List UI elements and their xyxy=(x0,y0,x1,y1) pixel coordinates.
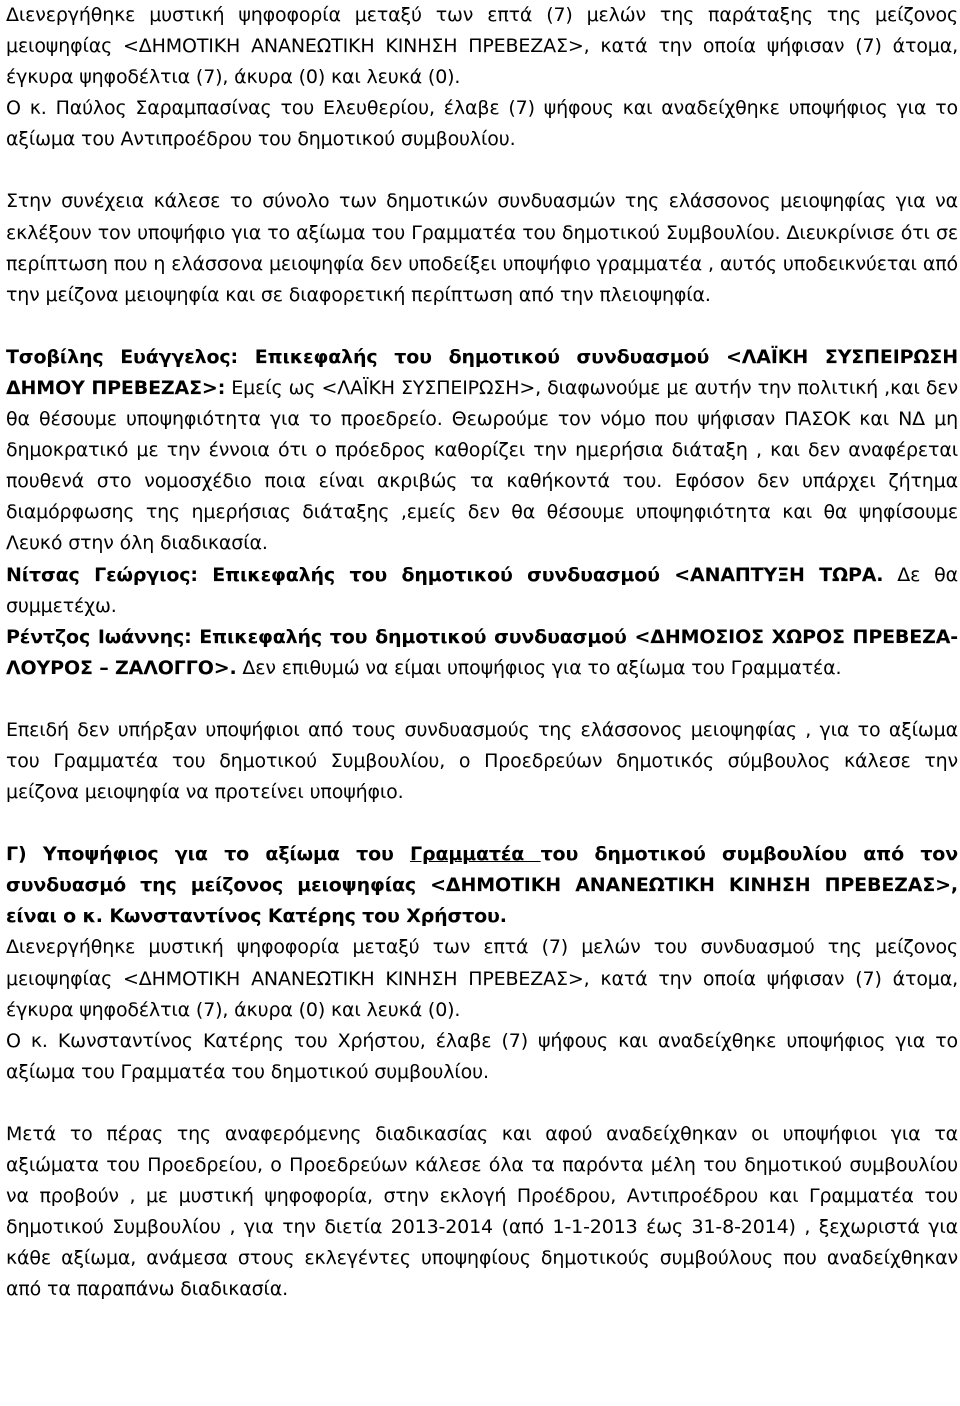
text-run: Διενεργήθηκε μυστική ψηφοφορία μεταξύ των επτά (7) μελών του συνδυασμού της μείζονος μειοψηφίας <ΔΗΜΟΤΙΚΗ ΑΝΑΝΕΩΤΙΚΗ ΚΙΝΗΣΗ ΠΡΕΒΕΖΑΣ>, κατά την οποία ψήφισαν (7) άτομα, έγκυρα ψηφοδέλτια (7), άκυρα (0) και λευκά (0). xyxy=(6,936,958,1021)
paragraph xyxy=(6,0,958,93)
text-run: Ο κ. Παύλος Σαραμπασίνας του Ελευθερίου, έλαβε (7) ψήφους και αναδείχθηκε υποψήφιος για το αξίωμα του Αντιπροέδρου του δημοτικού συμβουλίου. xyxy=(6,97,958,151)
text-run: Δεν επιθυμώ να είμαι υποψήφιος για το αξίωμα του Γραμματέα. xyxy=(236,656,842,679)
bold-text-run: του δημοτικού συμβουλίου από τον συνδυασμό της μείζονος μειοψηφίας <ΔΗΜΟΤΙΚΗ ΑΝΑΝΕΩΤΙΚΗ ΚΙΝΗΣΗ ΠΡΕΒΕΖΑΣ>, είναι ο κ. Κωνσταντίνος Κατέρης του Χρήστου. xyxy=(6,843,958,928)
paragraph xyxy=(6,715,958,808)
paragraph xyxy=(6,622,958,684)
paragraph xyxy=(6,1026,958,1088)
paragraph xyxy=(6,93,958,155)
bold-text-run: Νίτσας Γεώργιος: Επικεφαλής του δημοτικού συνδυασμού <ΑΝΑΠΤΥΞΗ ΤΩΡΑ. xyxy=(6,563,884,586)
paragraph xyxy=(6,932,958,1025)
paragraph xyxy=(6,839,958,932)
bold-text-run: Γραμματέα xyxy=(410,843,541,866)
paragraph xyxy=(6,560,958,622)
text-run: Επειδή δεν υπήρξαν υποψήφιοι από τους συνδυασμούς της ελάσσονος μειοψηφίας , για το αξίωμα του Γραμματέα του δημοτικού Συμβουλίου, ο Προεδρεύων δημοτικός σύμβουλος κάλεσε την μείζονα μειοψηφία να προτείνει υποψήφιο. xyxy=(6,718,958,804)
bold-text-run: Ρέντζος Ιωάννης: Επικεφαλής του δημοτικού συνδυασμού <ΔΗΜΟΣΙΟΣ ΧΩΡΟΣ ΠΡΕΒΕΖΑ- ΛΟΥΡΟΣ – ΖΑΛΟΓΓΟ>. xyxy=(6,625,958,679)
bold-text-run: Τσοβίλης Ευάγγελος: Επικεφαλής του δημοτικού συνδυασμού <ΛΑΪΚΗ ΣΥΣΠΕΙΡΩΣΗ ΔΗΜΟΥ ΠΡΕΒΕΖΑΣ>: xyxy=(6,345,958,399)
bold-text-run: Γ) Υποψήφιος για το αξίωμα του xyxy=(6,843,411,866)
text-run: Διενεργήθηκε μυστική ψηφοφορία μεταξύ των επτά (7) μελών της παράταξης της μείζονος μειοψηφίας <ΔΗΜΟΤΙΚΗ ΑΝΑΝΕΩΤΙΚΗ ΚΙΝΗΣΗ ΠΡΕΒΕΖΑΣ>, κατά την οποία ψήφισαν (7) άτομα, έγκυρα ψηφοδέλτια (7), άκυρα (0) και λευκά (0). xyxy=(6,4,958,89)
paragraph xyxy=(6,1119,958,1306)
text-run: Δε θα συμμετέχω. xyxy=(6,563,958,617)
paragraph xyxy=(6,342,958,560)
paragraph xyxy=(6,186,958,310)
text-run: Εμείς ως <ΛΑΪΚΗ ΣΥΣΠΕΙΡΩΣΗ>, διαφωνούμε με αυτήν την πολιτική ,και δεν θα θέσουμε υποψηφιότητα για το προεδρείο. Θεωρούμε τον νόμο που ψήφισαν ΠΑΣΟΚ και ΝΔ μη δημοκρατικό με την έννοια ότι ο πρόεδρος καθορίζει την ημερήσια διάταξη , και δεν αναφέρεται πουθενά στο νομοσχέδιο ποια είναι ακριβώς τα καθήκοντά του. Εφόσον δεν υπάρχει ζήτημα διαμόρφωσης της ημερήσιας διάταξης ,εμείς δεν θα θέσουμε υποψηφιότητα και θα ψηφίσουμε Λευκό στην όλη διαδικασία. xyxy=(6,376,958,555)
text-run: Μετά το πέρας της αναφερόμενης διαδικασίας και αφού αναδείχθηκαν οι υποψήφιοι για τα αξιώματα του Προεδρείου, ο Προεδρεύων κάλεσε όλα τα παρόντα μέλη του δημοτικού συμβουλίου να προβούν , με μυστική ψηφοφορία, στην εκλογή Προέδρου, Αντιπροέδρου και Γραμματέα του δημοτικού Συμβουλίου , για την διετία 2013-2014 (από 1-1-2013 έως 31-8-2014) , ξεχωριστά για κάθε αξίωμα, ανάμεσα στους εκλεγέντες υποψηφίους δημοτικούς συμβούλους που αναδείχθηκαν από τα παραπάνω διαδικασία. xyxy=(6,1122,958,1301)
text-run: Στην συνέχεια κάλεσε το σύνολο των δημοτικών συνδυασμών της ελάσσονος μειοψηφίας για να εκλέξουν τον υποψήφιο για το αξίωμα του Γραμματέα του δημοτικού Συμβουλίου. Διευκρίνισε ότι σε περίπτωση που η ελάσσονα μειοψηφία δεν υποδείξει υποψήφιο γραμματέα , αυτός υποδεικνύεται από την μείζονα μειοψηφία και σε διαφορετική περίπτωση από την πλειοψηφία. xyxy=(6,190,958,306)
text-run: Ο κ. Κωνσταντίνος Κατέρης του Χρήστου, έλαβε (7) ψήφους και αναδείχθηκε υποψήφιος για το αξίωμα του Γραμματέα του δημοτικού συμβουλίου. xyxy=(6,1029,958,1083)
